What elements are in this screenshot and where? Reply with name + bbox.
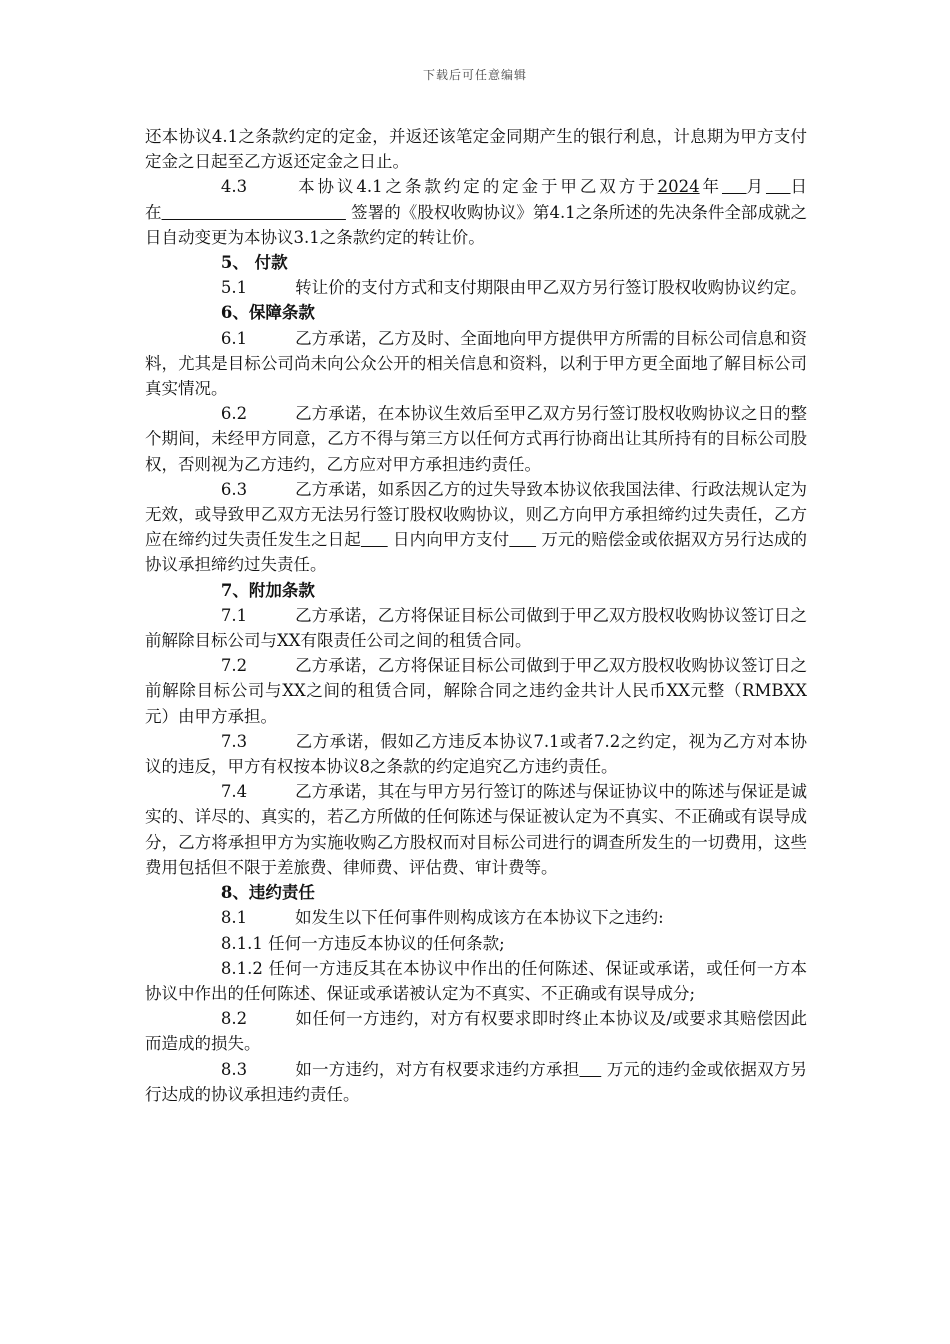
clause-number: 8.1 <box>220 908 248 928</box>
paragraph-7-4: 7.4 乙方承诺，其在与甲方另行签订的陈述与保证协议中的陈述与保证是诚实的、详尽的、真实的，若乙方所做的任何陈述与保证被认定为不真实、不正确或有误导成 分，乙方将承担甲方为实施收购乙方股权而对目标公司进行的调查所发生的一切费用，这些费用包括但不限于差旅费、律师费、评估费、审计费等。 <box>145 779 807 880</box>
year-field: 2024 <box>657 177 700 197</box>
paragraph-8-1-2: 8.1.2 任何一方违反其在本协议中作出的任何陈述、保证或承诺，或任何一方本协议中作出的任何陈述、保证或承诺被认定为不真实、不正确或有误导成分; <box>145 958 807 1003</box>
paragraph-6-2: 6.2 乙方承诺，在本协议生效后至甲乙双方另行签订股权收购协议之日的整个期间，未经甲方同意，乙方不得与第三方以任何方式再行协商出让其所持有的目标公司股权，否则视为乙方违约，乙方应对甲方承担违约责任。 <box>145 401 807 477</box>
month-blank <box>722 177 747 196</box>
clause-number: 8.3 <box>220 1059 248 1079</box>
clause-number: 4.3 <box>220 177 248 197</box>
place-blank <box>162 203 346 222</box>
paragraph-6-3: 6.3 乙方承诺，如系因乙方的过失导致本协议依我国法律、行政法规认定为无效，或导致甲乙双方无法另行签订股权收购协议，则乙方向甲方承担缔约过失责任，乙方应在缔约过失责任发生之日起 日内向甲方支付 万元的赔偿金或依据双方另行达成的协议承担缔约过失责任。 <box>145 477 807 578</box>
paragraph-7-1: 7.1 乙方承诺，乙方将保证目标公司做到于甲乙双方股权收购协议签订日之前解除目标公司与XX有限责任公司之间的租赁合同。 <box>145 603 807 653</box>
penalty-amount-blank <box>579 1060 601 1079</box>
clause-number: 7.1 <box>220 605 248 625</box>
amount-blank <box>509 530 536 549</box>
section-heading-5: 5、 付款 <box>220 253 288 273</box>
day-blank <box>766 177 791 196</box>
section-heading-8: 8、违约责任 <box>220 883 315 903</box>
paragraph-4-2-continued: 还本协议4.1之条款约定的定金，并返还该笔定金同期产生的银行利息，计息期为甲方支付定金之日起至乙方返还定金之日止。 <box>145 127 807 172</box>
days-blank <box>361 530 388 549</box>
document-body <box>145 124 807 1107</box>
clause-number: 8.2 <box>220 1009 248 1029</box>
paragraph-8-3: 8.3 如一方违约，对方有权要求违约方承担 万元的违约金或依据双方另行达成的协议承担违约责任。 <box>145 1057 807 1107</box>
page-header: 下载后可任意编辑 <box>422 68 527 82</box>
paragraph-8-1: 8.1 如发生以下任何事件则构成该方在本协议下之违约: <box>145 905 807 930</box>
clause-number: 6.2 <box>220 404 248 424</box>
section-heading-6: 6、保障条款 <box>220 303 315 323</box>
paragraph-7-2: 7.2 乙方承诺，乙方将保证目标公司做到于甲乙双方股权收购协议签订日之前解除目标公司与XX之间的租赁合同，解除合同之违约金共计人民币XX元整（RMBXX元）由甲方承担。 <box>145 653 807 729</box>
clause-number: 5.1 <box>220 278 248 298</box>
paragraph-6-1: 6.1 乙方承诺，乙方及时、全面地向甲方提供甲方所需的目标公司信息和资料，尤其是目标公司尚未向公众公开的相关信息和资料，以利于甲方更全面地了解目标公司真实情况。 <box>145 326 807 402</box>
clause-number: 7.4 <box>220 782 248 802</box>
clause-number: 7.3 <box>220 731 248 751</box>
clause-number: 6.1 <box>220 328 248 348</box>
paragraph-8-1-1: 8.1.1 任何一方违反本协议的任何条款; <box>220 933 505 953</box>
section-heading-7: 7、附加条款 <box>220 580 315 600</box>
clause-number: 6.3 <box>220 479 248 499</box>
clause-number: 7.2 <box>220 656 248 676</box>
paragraph-5-1: 5.1 转让价的支付方式和支付期限由甲乙双方另行签订股权收购协议约定。 <box>145 275 807 300</box>
paragraph-7-3: 7.3 乙方承诺，假如乙方违反本协议7.1或者7.2之约定，视为乙方对本协议的违反，甲方有权按本协议8之条款的约定追究乙方违约责任。 <box>145 729 807 779</box>
paragraph-8-2: 8.2 如任何一方违约，对方有权要求即时终止本协议及/或要求其赔偿因此而造成的损失。 <box>145 1006 807 1056</box>
paragraph-4-3: 4.3 本协议4.1之条款约定的定金于甲乙双方于2024年 月 日在 签署的《股权收购协议》第4.1之条所述的先决条件全部成就之日自动变更为本协议3.1之条款约定的转让价。 <box>145 174 807 250</box>
